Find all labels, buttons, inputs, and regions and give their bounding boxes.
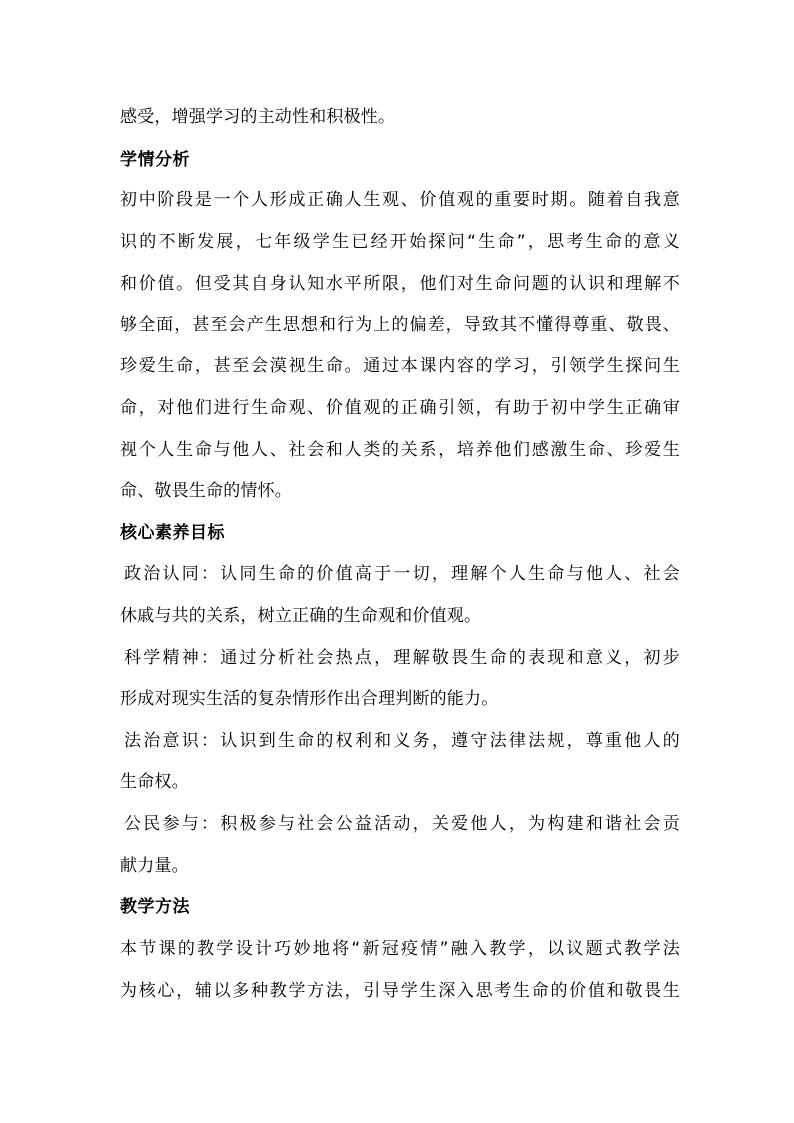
paragraph-line: 命，对他们进行生命观、价值观的正确引领，有助于初中学生正确审: [120, 398, 680, 418]
paragraph-line: 识的不断发展，七年级学生已经开始探问“生命”，思考生命的意义: [120, 232, 680, 252]
paragraph-line: 和价值。但受其自身认知水平所限，他们对生命问题的认识和理解不: [120, 274, 680, 294]
goal-science-line-1: 科学精神：通过分析社会热点，理解敬畏生命的表现和意义，初步: [124, 648, 680, 668]
paragraph-line: 本节课的教学设计巧妙地将“新冠疫情”融入教学，以议题式教学法: [120, 939, 680, 959]
paragraph-line: 命、敬畏生命的情怀。: [120, 481, 292, 501]
paragraph-line: 视个人生命与他人、社会和人类的关系，培养他们感激生命、珍爱生: [120, 440, 680, 460]
section-heading-learning-analysis: 学情分析: [120, 150, 190, 170]
goal-law-line-2: 生命权。: [120, 772, 189, 792]
goal-civic-line-1: 公民参与：积极参与社会公益活动，关爱他人，为构建和谐社会贡: [124, 814, 680, 834]
goal-law-line-1: 法治意识：认识到生命的权利和义务，遵守法律法规，尊重他人的: [124, 731, 680, 751]
goal-science-line-2: 形成对现实生活的复杂情形作出合理判断的能力。: [120, 689, 499, 709]
goal-political-line-2: 休戚与共的关系，树立正确的生命观和价值观。: [120, 606, 482, 626]
paragraph-line: 初中阶段是一个人形成正确人生观、价值观的重要时期。随着自我意: [120, 190, 680, 210]
paragraph-line: 为核心，辅以多种教学方法，引导学生深入思考生命的价值和敬畏生: [120, 981, 680, 1001]
goal-political-line-1: 政治认同：认同生命的价值高于一切，理解个人生命与他人、社会: [124, 564, 680, 584]
goal-civic-line-2: 献力量。: [120, 856, 189, 876]
section-heading-teaching-methods: 教学方法: [120, 897, 190, 917]
paragraph-line: 珍爱生命，甚至会漠视生命。通过本课内容的学习，引领学生探问生: [120, 356, 680, 376]
section-heading-core-goals: 核心素养目标: [120, 523, 225, 543]
intro-line-1: 感受，增强学习的主动性和积极性。: [120, 107, 396, 127]
paragraph-line: 够全面，甚至会产生思想和行为上的偏差，导致其不懂得尊重、敬畏、: [120, 315, 680, 335]
